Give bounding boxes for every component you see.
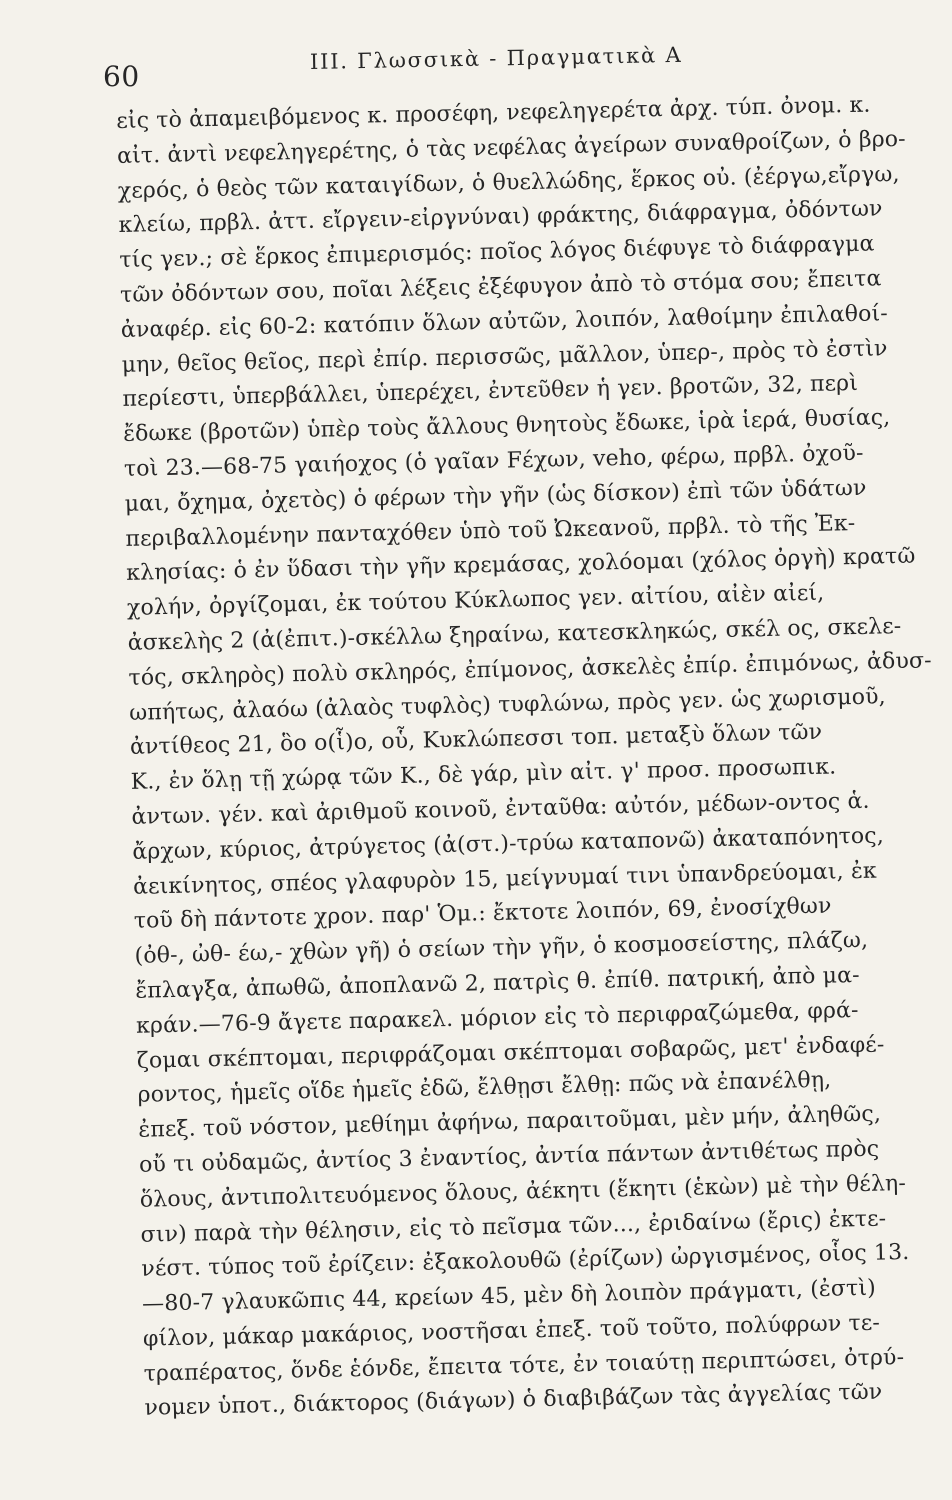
text-line: οὔ τι οὐδαμῶς, ἀντίος 3 ἐναντίος, ἀντία πάντων ἀντιθέτως πρὸς [138, 1136, 880, 1178]
text-line: ὅλους, ἀντιπολιτευόμενος ὅλους, ἀέκητι (ἕκητι (ἑκὼν) μὲ τὴν θέλη- [139, 1170, 907, 1213]
text-line: ἀεικίνητος, σπέος γλαφυρὸν 15, μείγνυμαί τινι ὑπανδρεύομαι, ἐκ [132, 858, 878, 900]
text-line: τοῦ δὴ πάντοτε χρον. παρ' Ὁμ.: ἔκτοτε λοιπόν, 69, ἐνοσίχθων [133, 893, 832, 935]
text-line: —80-7 γλαυκῶπις 44, κρείων 45, μὲν δὴ λοιπὸν πράγματι, (ἐστὶ) [141, 1275, 877, 1317]
text-line: ροντος, ἡμεῖς οἵδε ἡμεῖς ἐδῶ, ἔλθῃσι ἔλθῃ: πῶς νὰ ἐπανέλθῃ, [137, 1067, 832, 1109]
text-line: περιβαλλομένην πανταχόθεν ὑπὸ τοῦ Ὠκεανοῦ, πρβλ. τὸ τῆς Ἐκ- [125, 510, 856, 552]
text-line: νομεν ὑποτ., διάκτορος (διάγων) ὁ διαβιβάζων τὰς ἀγγελίας τῶν [144, 1380, 883, 1422]
text-line: ἔπλαγξα, ἀπωθῶ, ἀποπλανῶ 2, πατρὶς θ. ἐπίθ. πατρική, ἀπὸ μα- [135, 962, 860, 1004]
page-header [0, 42, 952, 96]
text-line: κράν.—76-9 ἄγετε παρακελ. μόριον εἰς τὸ περιφραζώμεθα, φρά- [135, 997, 859, 1039]
text-line: κλησίας: ὁ ἐν ὕδασι τὴν γῆν κρεμάσας, χολόομαι (χόλος ὀργὴ) κρατῶ [125, 544, 916, 587]
text-line: τίς γεν.; σὲ ἕρκος ἐπιμερισμός: ποῖος λόγος διέφυγε τὸ διάφραγμα [119, 231, 875, 274]
text-line: φίλον, μάκαρ μακάριος, νοστῆσαι ἐπεξ. τοῦ τοῦτο, πολύφρων τε- [142, 1310, 881, 1352]
text-line: νέστ. τύπος τοῦ ἐρίζειν: ἐξακολουθῶ (ἐρίζων) ὠργισμένος, οἷος 13. [141, 1240, 910, 1283]
text-line: ἐπεξ. τοῦ νόστον, μεθίημι ἀφήνω, παραιτοῦμαι, μὲν μήν, ἀληθῶς, [138, 1101, 882, 1143]
text-line: χερός, ὁ θεὸς τῶν καταιγίδων, ὁ θυελλώδης, ἕρκος οὐ. (ἐέργω,εἴργω, [117, 161, 900, 204]
page-number: 60 [103, 60, 140, 93]
text-line: ἔδωκε (βροτῶν) ὑπὲρ τοὺς ἄλλους θνητοὺς ἔδωκε, ἱρὰ ἱερά, θυσίας, [122, 405, 891, 448]
text-line: περίεστι, ὑπερβάλλει, ὑπερέχει, ἐντεῦθεν ἡ γεν. βροτῶν, 32, περὶ [122, 371, 859, 413]
text-line: (ὀθ-, ὠθ- έω,- χθὼν γῆ) ὁ σείων τὴν γῆν, ὁ κοσμοσείστης, πλάζω, [134, 927, 869, 969]
text-line: αἰτ. ἀντὶ νεφεληγερέτης, ὁ τὰς νεφέλας ἀγείρων συναθροίζων, ὁ βρο- [116, 126, 907, 169]
text-line: χολήν, ὀργίζομαι, ἐκ τούτου Κύκλωπος γεν. αἰτίου, αἰὲν αἰεί, [126, 580, 825, 622]
text-line: κλείω, πρβλ. ἀττ. εἴργειν-εἰργνύναι) φράκτης, διάφραγμα, ὀδόντων [118, 196, 883, 239]
text-line: ἀσκελὴς 2 (ἀ(ἐπιτ.)-σκέλλω ξηραίνω, κατεσκληκώς, σκέλ ος, σκελε- [127, 613, 902, 656]
text-line: εἰς τὸ ἀπαμειβόμενος κ. προσέφη, νεφεληγερέτα ἀρχ. τύπ. ὀνομ. κ. [116, 92, 871, 134]
text-line: τοὶ 23.—68-75 γαιήοχος (ὁ γαῖαν Fέχων, veho, φέρω, πρβλ. ὀχοῦ- [123, 440, 864, 482]
running-title: ΙΙΙ. Γλωσσικὰ - Πραγματικὰ Α [309, 42, 683, 74]
text-line: μαι, ὄχημα, ὀχετὸς) ὁ φέρων τὴν γῆν (ὡς δίσκον) ἐπὶ τῶν ὑδάτων [124, 475, 867, 517]
text-line: ζομαι σκέπτομαι, περιφράζομαι σκέπτομαι σοβαρῶς, μετ' ἐνδαφέ- [136, 1031, 885, 1074]
text-line: ωπήτως, ἀλαόω (ἀλαὸς τυφλὸς) τυφλώνω, πρὸς γεν. ὡς χωρισμοῦ, [128, 683, 887, 726]
text-line: τῶν ὀδόντων σου, ποῖαι λέξεις ἐξέφυγον ἀπὸ τὸ στόμα σου; ἔπειτα [119, 266, 882, 308]
text-line: τραπέρατος, ὅνδε ἑόνδε, ἔπειτα τότε, ἐν τοιαύτῃ περιπτώσει, ὀτρύ- [143, 1344, 905, 1387]
text-line: ἀναφέρ. εἰς 60-2: κατόπιν ὅλων αὐτῶν, λοιπόν, λαθοίμην ἐπιλαθοί- [120, 300, 889, 343]
text-line: ἀντων. γέν. καὶ ἀριθμοῦ κοινοῦ, ἐνταῦθα: αὐτόν, μέδων-οντος ἁ. [131, 788, 870, 830]
text-line: σιν) παρὰ τὴν θέλησιν, εἰς τὸ πεῖσμα τῶν..., ἐριδαίνω (ἔρις) ἐκτε- [140, 1205, 887, 1248]
text-line: μην, θεῖος θεῖος, περὶ ἐπίρ. περισσῶς, μᾶλλον, ὑπερ-, πρὸς τὸ ἐστὶν [121, 335, 888, 378]
text-line: ἀντίθεος 21, ὃο ο(ἷ)ο, οὗ, Κυκλώπεσσι τοπ. μεταξὺ ὅλων τῶν [129, 720, 823, 761]
text-line: Κ., ἐν ὅλῃ τῇ χώρᾳ τῶν Κ., δὲ γάρ, μὶν αἰτ. γ' προσ. προσωπικ. [130, 754, 837, 795]
commentary-text [116, 87, 950, 1427]
text-line: τός, σκληρὸς) πολὺ σκληρός, ἐπίμονος, ἀσκελὲς ἐπίρ. ἐπιμόνως, ἀδυσ- [128, 648, 932, 691]
text-line: ἄρχων, κύριος, ἀτρύγετος (ἀ(στ.)-τρύω καταπονῶ) ἀκαταπόνητος, [132, 823, 885, 865]
